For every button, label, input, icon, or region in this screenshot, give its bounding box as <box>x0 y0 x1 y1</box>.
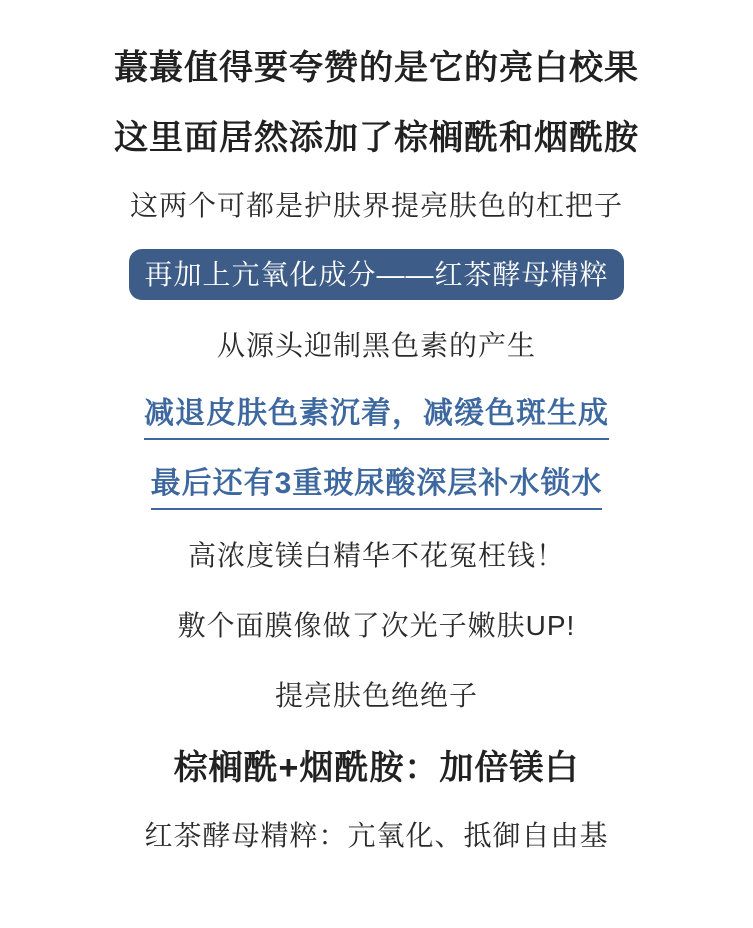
underlined-line-1: 减退皮肤色素沉着，减缓色斑生成 <box>144 388 609 440</box>
text-row <box>0 309 753 379</box>
subheadline-line: 棕榈酰+烟酰胺：加倍镁白 <box>173 748 580 787</box>
text-row <box>0 449 753 519</box>
text-lines-container <box>0 29 753 869</box>
highlight-pill: 再加上亢氧化成分——红茶酵母精粹 <box>129 249 623 300</box>
underlined-line-2: 最后还有3重玻尿酸深层补水锁水 <box>151 458 603 510</box>
headline-line-2: 这里面居然添加了棕榈酰和烟酰胺 <box>114 118 639 157</box>
text-row <box>0 169 753 239</box>
text-row <box>0 799 753 869</box>
body-line-6: 红茶酵母精粹：亢氧化、抵御自由基 <box>144 820 609 851</box>
body-line-2: 从源头迎制黑色素的产生 <box>216 330 536 361</box>
body-line-4: 敷个面膜像做了次光子嫩肤UP! <box>177 610 576 641</box>
text-row <box>0 379 753 449</box>
text-row <box>0 589 753 659</box>
text-row <box>0 519 753 589</box>
headline-line-1: 蕞蕞值得要夸赞的是它的亮白校果 <box>114 48 639 87</box>
text-row <box>0 239 753 309</box>
body-line-5: 提亮肤色绝绝子 <box>274 680 478 711</box>
text-row <box>0 659 753 729</box>
text-row <box>0 99 753 169</box>
text-row <box>0 29 753 99</box>
body-line-3: 高浓度镁白精华不花冤枉钱！ <box>187 540 565 571</box>
body-line-1: 这两个可都是护肤界提亮肤色的杠把子 <box>129 190 623 221</box>
text-row <box>0 729 753 799</box>
